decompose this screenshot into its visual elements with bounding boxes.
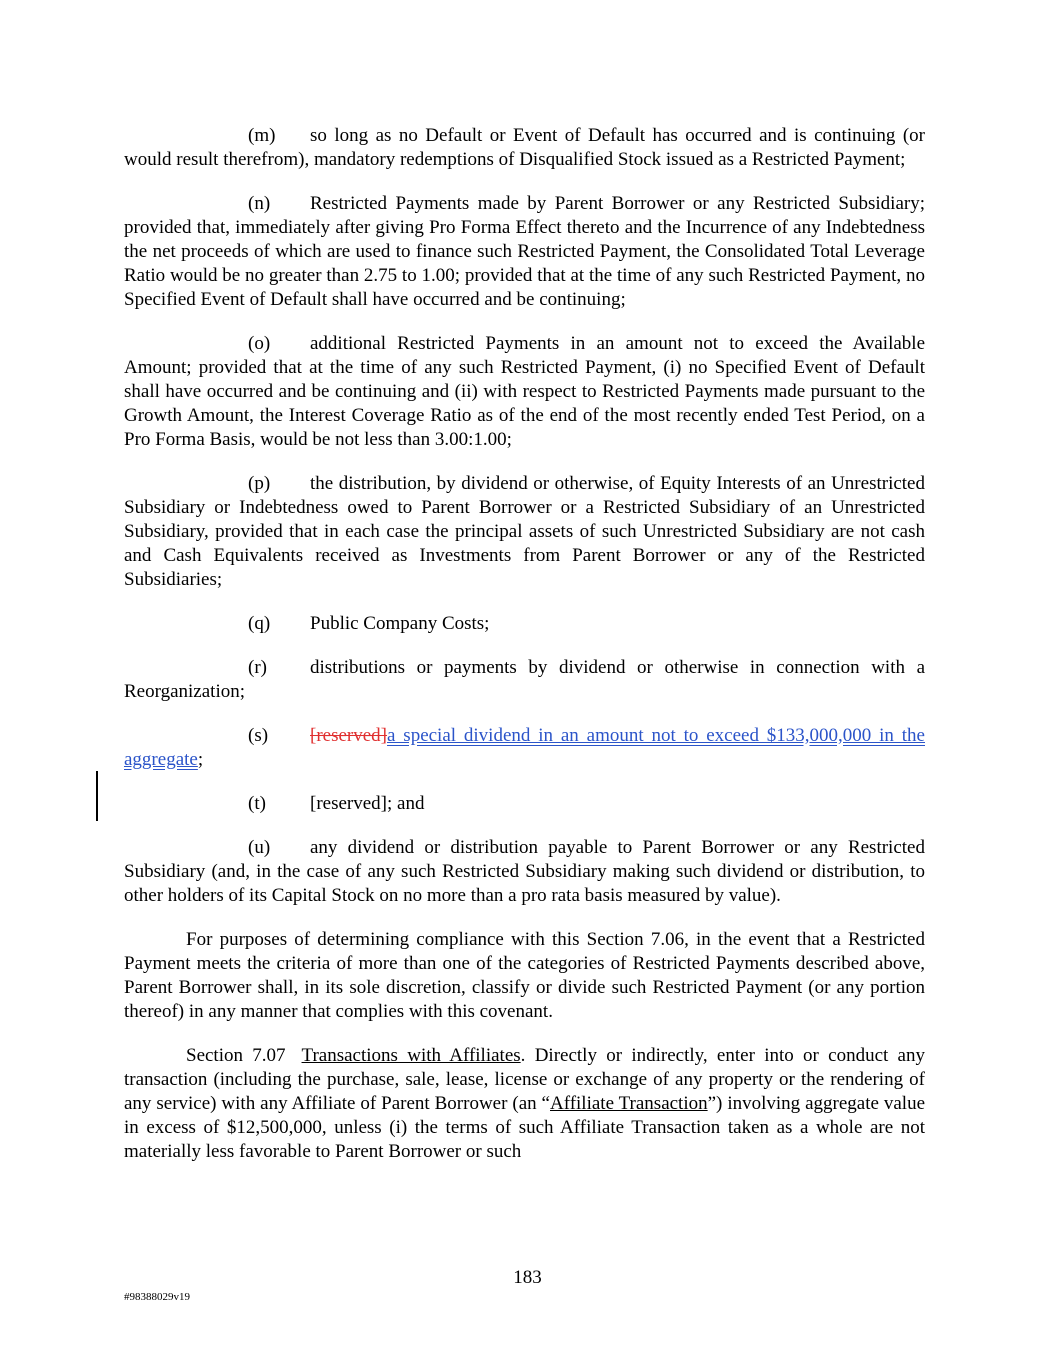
page-number: 183	[513, 1267, 542, 1288]
item-label: (q)	[248, 613, 271, 634]
document-body	[124, 124, 925, 1164]
item-t	[124, 792, 925, 816]
item-label: (r)	[248, 657, 267, 678]
document-id: #98388029v19	[124, 1291, 190, 1303]
item-label: (u)	[248, 837, 271, 858]
item-s	[124, 724, 925, 772]
item-text: the distribution, by dividend or otherwise, of Equity Interests of an Unrestricted Subsidiary or Indebtedness owed to Parent Borrower or a Restricted Subsidiary of an Unrestricted Subsidiary, provided that in each case the principal assets of such Unrestricted Subsidiary are not cash and Cash Equivalents received as Investments from Parent Borrower or any of the Restricted Subsidiaries;	[124, 473, 925, 590]
item-o	[124, 332, 925, 452]
item-label: (o)	[248, 333, 271, 354]
section-7-07	[124, 1044, 925, 1164]
item-p	[124, 472, 925, 592]
item-text: additional Restricted Payments in an amount not to exceed the Available Amount; provided that at the time of any such Restricted Payment, (i) no Specified Event of Default shall have occurred and be continuing and (ii) with respect to Restricted Payments made pursuant to the Growth Amount, the Interest Coverage Ratio as of the end of the most recently ended Test Period, on a Pro Forma Basis, would be not less than 3.00:1.00;	[124, 333, 925, 450]
inserted-text: a special dividend in an amount not to exceed $133,000,000 in the aggregate	[124, 725, 925, 770]
item-text: any dividend or distribution payable to Parent Borrower or any Restricted Subsidiary (and, in the case of any such Restricted Subsidiary making such dividend or distribution, to other holders of its Capital Stock on no more than a pro rata basis measured by value).	[124, 837, 925, 906]
item-text: [reserved]; and	[310, 793, 425, 814]
item-label: (p)	[248, 473, 271, 494]
item-text: Public Company Costs;	[310, 613, 490, 634]
section-text-2: ”) involving aggregate value in excess of $12,500,000, unless (i) the terms of such Affiliate Transaction taken as a whole are not materially less favorable to Parent Borrower or such	[124, 1093, 925, 1162]
deleted-text: [reserved]	[310, 725, 388, 746]
item-label: (m)	[248, 125, 276, 146]
item-u	[124, 836, 925, 908]
item-text: so long as no Default or Event of Default has occurred and is continuing (or would result therefrom), mandatory redemptions of Disqualified Stock issued as a Restricted Payment;	[124, 125, 925, 170]
section-number: Section 7.07	[186, 1045, 286, 1066]
purposes-paragraph: For purposes of determining compliance with this Section 7.06, in the event that a Restricted Payment meets the criteria of more than one of the categories of Restricted Payments described above, Parent Borrower shall, in its sole discretion, classify or divide such Restricted Payment (or any portion thereof) in any manner that complies with this covenant.	[124, 929, 925, 1022]
item-label: (s)	[248, 725, 269, 746]
item-label: (t)	[248, 793, 266, 814]
revision-change-bar	[96, 771, 98, 821]
item-label: (n)	[248, 193, 271, 214]
item-m	[124, 124, 925, 172]
item-text: Restricted Payments made by Parent Borrower or any Restricted Subsidiary; provided that, immediately after giving Pro Forma Effect thereto and the Incurrence of any Indebtedness the net proceeds of which are used to finance such Restricted Payment, the Consolidated Total Leverage Ratio would be no greater than 2.75 to 1.00; provided that at the time of any such Restricted Payment, no Specified Event of Default shall have occurred and be continuing;	[124, 193, 925, 310]
section-text-1: . Directly or indirectly, enter into or conduct any transaction (including the purchase, sale, lease, license or exchange of any property or the rendering of any service) with any Affiliate of Parent Borrower (an “	[124, 1045, 925, 1114]
item-n	[124, 192, 925, 312]
item-suffix: ;	[197, 749, 204, 770]
item-q	[124, 612, 925, 636]
item-r	[124, 656, 925, 704]
section-title: Transactions with Affiliates	[301, 1045, 521, 1066]
defined-term: Affiliate Transaction	[550, 1093, 708, 1114]
item-text: distributions or payments by dividend or otherwise in connection with a Reorganization;	[124, 657, 925, 702]
